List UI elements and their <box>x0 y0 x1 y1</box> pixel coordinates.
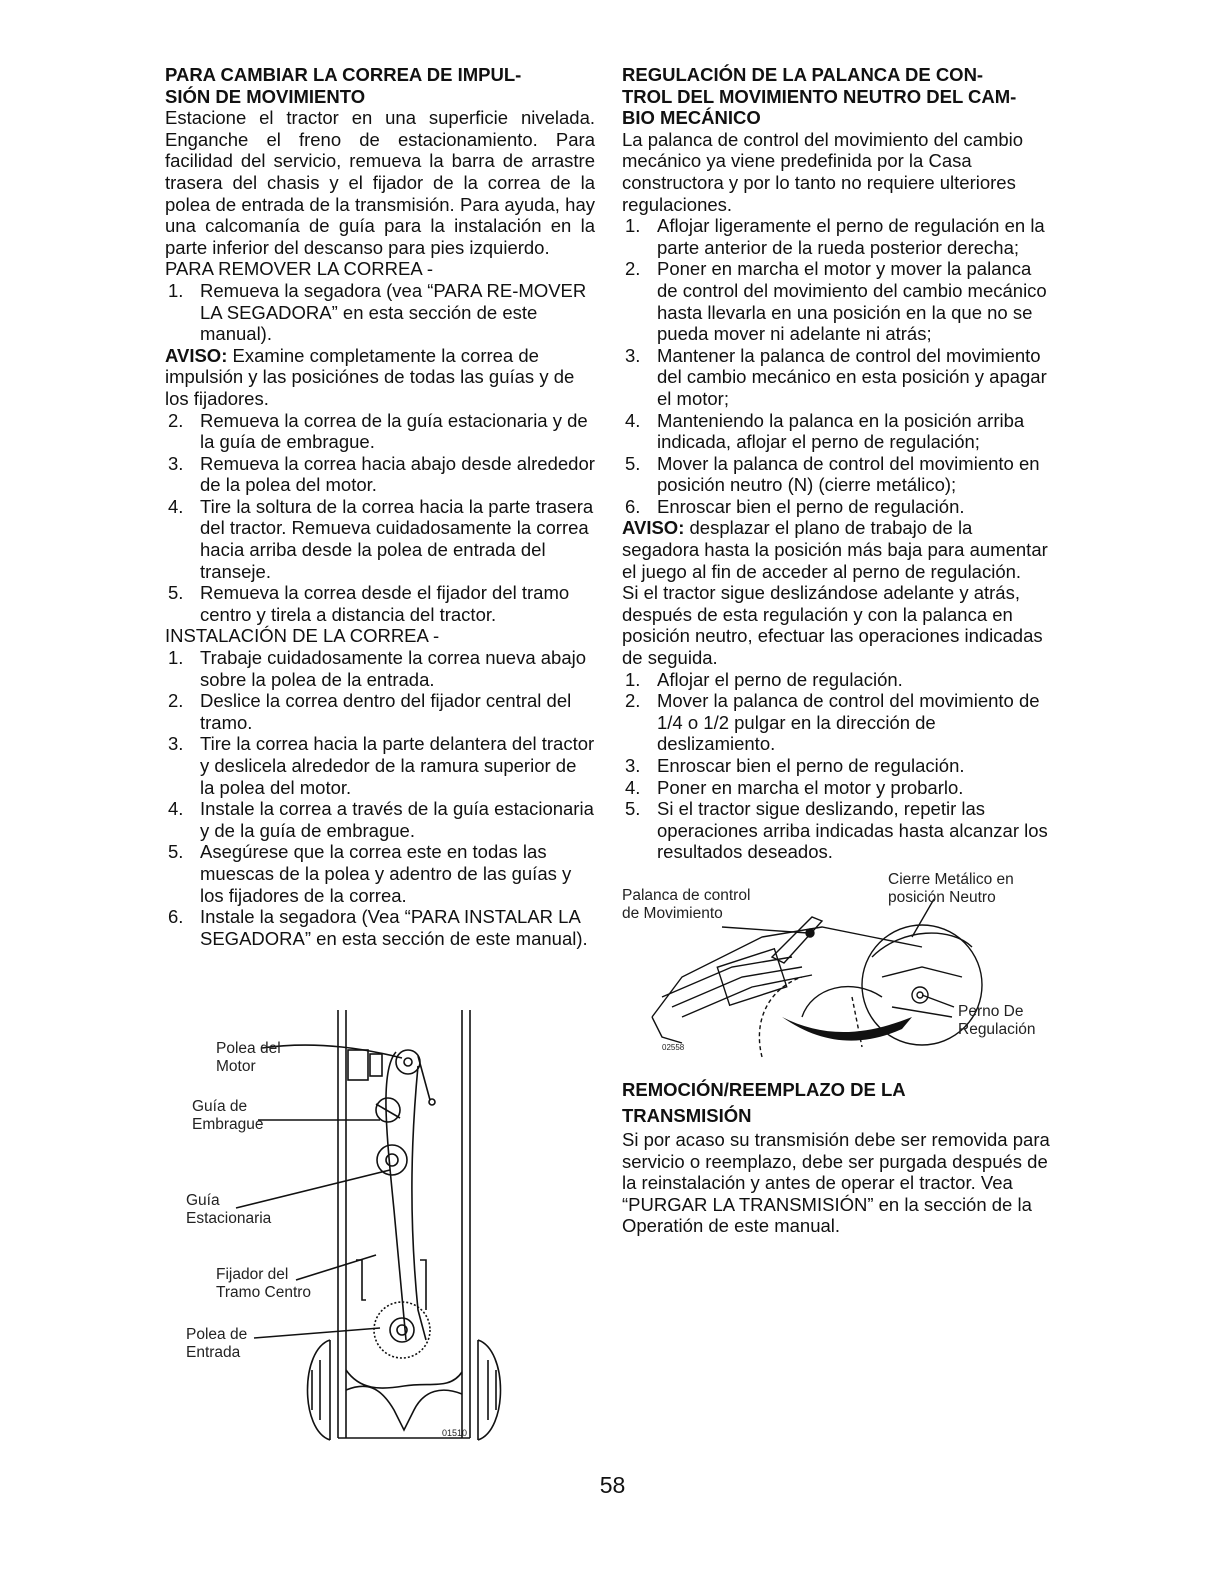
label-clutch-guide: Guía de Embrague <box>192 1098 264 1133</box>
list-item <box>622 777 1050 799</box>
list-item-number: 3. <box>625 755 641 776</box>
list-item-number: 2. <box>625 690 641 712</box>
aviso-note-right: AVISO: desplazar el plano de trabajo de la segadora hasta la posición más baja para aumentar el juego al fin de acceder al perno de regulación. <box>622 517 1048 582</box>
list-item-text: Deslice la correa dentro del fijador central del tramo. <box>200 690 572 733</box>
list-item-text: Mover la palanca de control del movimiento en posición neutro (N) (cierre metálico); <box>657 452 1040 496</box>
list-item-text: Poner en marcha el motor y probarlo. <box>657 776 964 798</box>
list-item <box>622 345 1050 410</box>
list-item <box>622 669 1050 691</box>
list-item: 1. Remueva la segadora (vea “PARA RE-MOVER LA SEGADORA” en esta sección de este manual). <box>168 279 587 345</box>
list-item-number: 1. <box>168 647 184 669</box>
list-item-number: 6. <box>168 906 184 928</box>
belt-routing-diagram <box>180 1010 540 1450</box>
list-item-text: Enroscar bien el perno de regulación. <box>657 495 965 517</box>
list-item <box>165 733 595 798</box>
list-item-number: 1. <box>625 215 641 237</box>
list-item-number: 5. <box>625 452 641 474</box>
list-item-number: 4. <box>625 409 641 431</box>
label-engine-pulley: Polea del Motor <box>216 1040 281 1075</box>
list-item-number: 4. <box>168 798 184 820</box>
label-input-pulley: Polea de Entrada <box>186 1326 248 1361</box>
list-item-text: Trabaje cuidadosamente la correa nueva abajo sobre la polea de la entrada. <box>200 647 587 690</box>
list-item-number: 5. <box>168 841 184 863</box>
transmission-paragraph: Si por acaso su transmisión debe ser removida para servicio o reemplazo, debe ser purgada después de la reinstalación y antes de operar el tractor. Vea “PURGAR LA TRANSMISIÓN” en la sección de la Operatión de este manual. <box>622 1128 1050 1237</box>
remove-step-1-list <box>165 280 595 345</box>
list-item-number: 3. <box>625 344 641 366</box>
list-item-number: 2. <box>168 409 184 431</box>
label-neutral-latch: Cierre Metálico en posición Neutro <box>888 870 1014 906</box>
neutral-intro-paragraph: La palanca de control del movimiento del cambio mecánico ya viene predefinida por la Casa constructora y por lo tanto no requiere ulteriores regulaciones. <box>622 128 1024 215</box>
list-item <box>622 690 1050 755</box>
section-title-neutral-adjustment: REGULACIÓN DE LA PALANCA DE CON- TROL DEL MOVIMIENTO NEUTRO DEL CAM- BIO MECÁNICO <box>622 64 1017 129</box>
list-item <box>622 410 1050 453</box>
list-item-number: 3. <box>168 733 184 755</box>
list-item <box>165 647 595 690</box>
label-center-span-keeper: Fijador del Tramo Centro <box>216 1266 312 1301</box>
list-item <box>165 906 595 949</box>
page-number: 58 <box>599 1472 626 1498</box>
list-item-text: Poner en marcha el motor y mover la palanca de control del movimiento del cambio mecánico hasta llevarla en una posición en la que no se pueda mover ni adelante ni atrás; <box>657 258 1047 345</box>
list-item <box>165 582 595 625</box>
remove-steps-list <box>165 410 595 626</box>
list-item-text: Asegúrese que la correa este en todas las muescas de la polea y adentro de las guías y los fijadores de la correa. <box>200 841 572 906</box>
list-item-text: Instale la correa a través de la guía estacionaria y de la guía de embrague. <box>200 798 594 841</box>
figure-code: 01510 <box>442 1428 468 1438</box>
list-item-text: Manteniendo la palanca en la posición arriba indicada, aflojar el perno de regulación; <box>657 409 1025 453</box>
list-item <box>622 258 1050 344</box>
section-title-drive-belt: PARA CAMBIAR LA CORREA DE IMPUL- SIÓN DE MOVIMIENTO <box>165 64 522 107</box>
list-item <box>622 215 1050 258</box>
list-item <box>622 798 1050 863</box>
list-item <box>165 841 595 906</box>
list-item-number: 2. <box>625 258 641 280</box>
list-item-number: 2. <box>168 690 184 712</box>
list-item <box>622 755 1050 777</box>
left-column <box>165 64 595 949</box>
list-item <box>622 453 1050 496</box>
belt-diagram-drawing <box>180 1010 540 1450</box>
figure-code: 02558 <box>662 1042 685 1052</box>
list-item <box>165 690 595 733</box>
remove-belt-subtitle: PARA REMOVER LA CORREA - <box>165 258 433 280</box>
list-item <box>165 410 595 453</box>
label-stationary-guide: Guía Estacionaria <box>186 1192 272 1227</box>
list-item-text: Tire la correa hacia la parte delantera del tractor y deslicela alrededor de la ramura superior de la polea del motor. <box>200 733 595 798</box>
list-item-number: 5. <box>625 798 641 820</box>
list-item-number: 4. <box>168 495 184 517</box>
list-item-text: Remueva la correa de la guía estacionaria y de la guía de embrague. <box>200 409 588 453</box>
list-item-text: Tire la soltura de la correa hacia la parte trasera del tractor. Remueva cuidadosamente la correa hacia arriba desde la polea de entrada del transeje. <box>200 495 594 582</box>
control-lever-diagram <box>622 867 1050 1067</box>
list-item-text: Instale la segadora (Vea “PARA INSTALAR LA SEGADORA” en esta sección de este manual). <box>200 906 588 949</box>
followup-steps-list <box>622 669 1050 863</box>
list-item-number: 1. <box>625 668 641 690</box>
list-item-number: 3. <box>168 452 184 474</box>
list-item-text: Si el tractor sigue deslizando, repetir las operaciones arriba indicadas hasta alcanzar los resultados deseados. <box>657 798 1048 863</box>
label-control-lever: Palanca de control de Movimiento <box>622 886 751 922</box>
list-item <box>622 496 1050 518</box>
list-item-number: 4. <box>625 776 641 798</box>
list-item-text: Aflojar el perno de regulación. <box>657 668 903 690</box>
intro-paragraph: Estacione el tractor en una superficie nivelada. Enganche el freno de estacionamiento. Para facilidad del servicio, remueva la barra de arrastre trasera del chasis y el fijador de la correa de la polea de entrada de la transmisión. Para ayuda, hay una calcomanía de guía para la instalación en la parte inferior del descanso para pies izquierdo. <box>165 107 595 258</box>
list-item-text: Remueva la correa desde el fijador del tramo centro y tirela a distancia del tractor. <box>200 582 570 625</box>
list-item-text: Aflojar ligeramente el perno de regulación en la parte anterior de la rueda posterior derecha; <box>657 215 1045 258</box>
install-belt-subtitle: INSTALACIÓN DE LA CORREA - <box>165 625 440 647</box>
list-item-text: Remueva la correa hacia abajo desde alrededor de la polea del motor. <box>200 452 595 496</box>
list-item <box>165 798 595 841</box>
list-item <box>165 453 595 496</box>
list-item-text: Enroscar bien el perno de regulación. <box>657 755 965 776</box>
list-item-text: Mover la palanca de control del movimiento de 1/4 o 1/2 pulgar en la dirección de deslizamiento. <box>657 690 1040 755</box>
list-item <box>165 496 595 582</box>
right-column <box>622 64 1050 1237</box>
section-title-transmission-replacement: REMOCIÓN/REEMPLAZO DE LA TRANSMISIÓN <box>622 1078 906 1126</box>
aviso-note: AVISO: Examine completamente la correa de impulsión y las posiciónes de todas las guías y de los fijadores. <box>165 344 575 409</box>
adjustment-steps-list <box>622 215 1050 517</box>
list-item-text: Mantener la palanca de control del movimiento del cambio mecánico en esta posición y apagar el motor; <box>657 344 1047 409</box>
followup-paragraph: Si el tractor sigue deslizándose adelante y atrás, después de esta regulación y con la palanca en posición neutro, efectuar las operaciones indicadas de seguida. <box>622 582 1043 669</box>
label-adjustment-bolt: Perno De Regulación <box>958 1002 1036 1038</box>
install-steps-list <box>165 647 595 949</box>
list-item-number: 6. <box>625 495 641 517</box>
list-item-number: 5. <box>168 582 184 604</box>
